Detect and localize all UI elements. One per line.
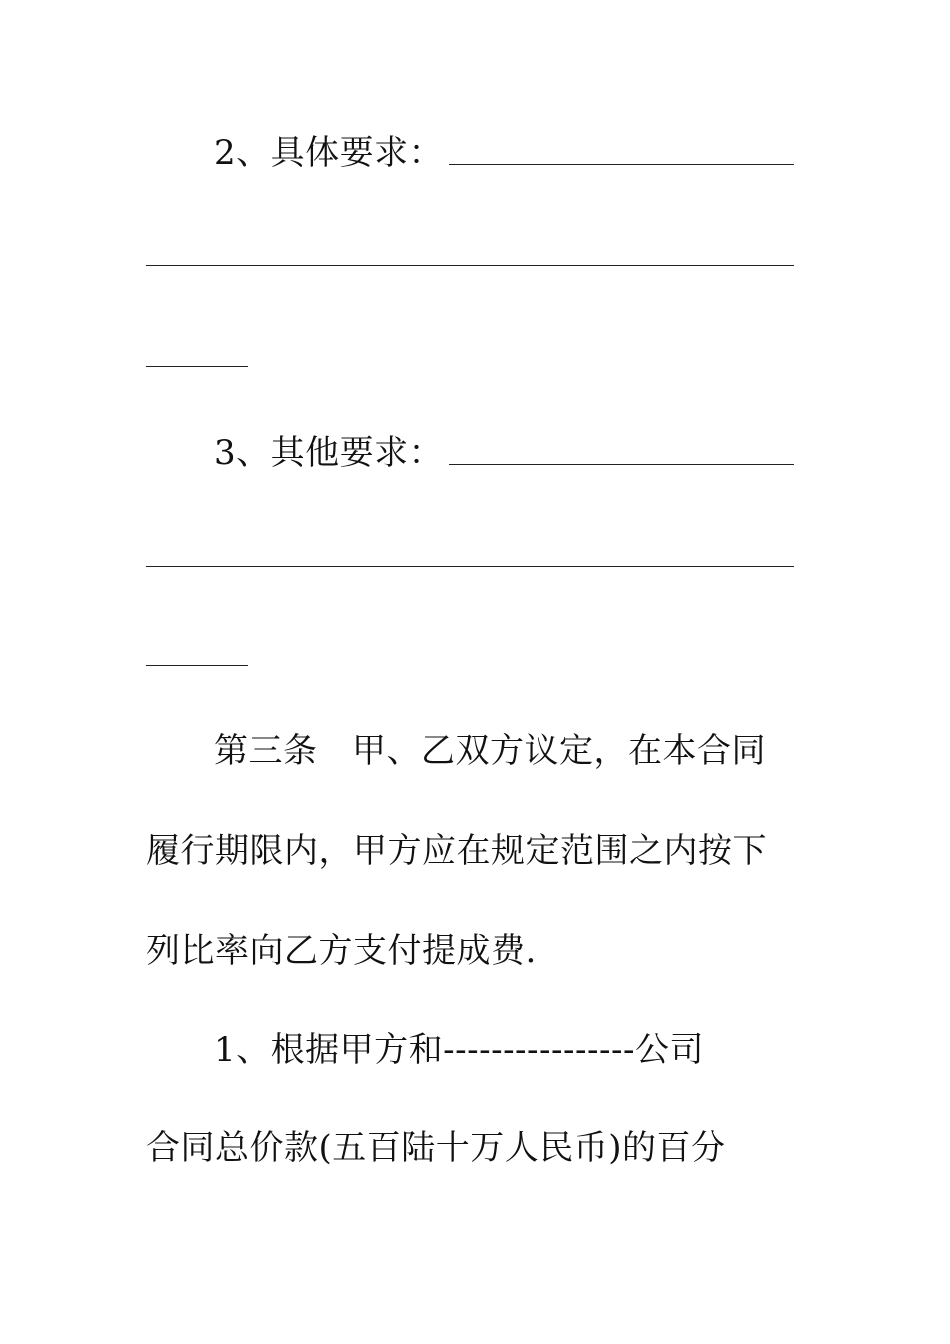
clause-1-line-1: 1、根据甲方和----------------公司 bbox=[214, 1030, 704, 1070]
specific-requirements-blank-line-3 bbox=[146, 366, 248, 367]
article-3-line-2: 履行期限内，甲方应在规定范围之内按下 bbox=[146, 831, 767, 871]
specific-requirements-blank bbox=[449, 164, 794, 165]
other-requirements-blank bbox=[449, 464, 794, 465]
specific-requirements-row bbox=[146, 133, 794, 173]
other-requirements-blank-line-2 bbox=[146, 566, 794, 567]
specific-requirements-label: 2、具体要求： bbox=[214, 133, 444, 173]
other-requirements-label: 3、其他要求： bbox=[214, 433, 444, 473]
other-requirements-row bbox=[146, 433, 794, 473]
article-3-line-3: 列比率向乙方支付提成费. bbox=[146, 931, 537, 971]
clause-1-line-2: 合同总价款(五百陆十万人民币)的百分 bbox=[146, 1128, 726, 1168]
other-requirements-blank-line-3 bbox=[146, 665, 248, 666]
article-3-line-1: 第三条 甲、乙双方议定，在本合同 bbox=[214, 731, 766, 771]
specific-requirements-blank-line-2 bbox=[146, 265, 794, 266]
